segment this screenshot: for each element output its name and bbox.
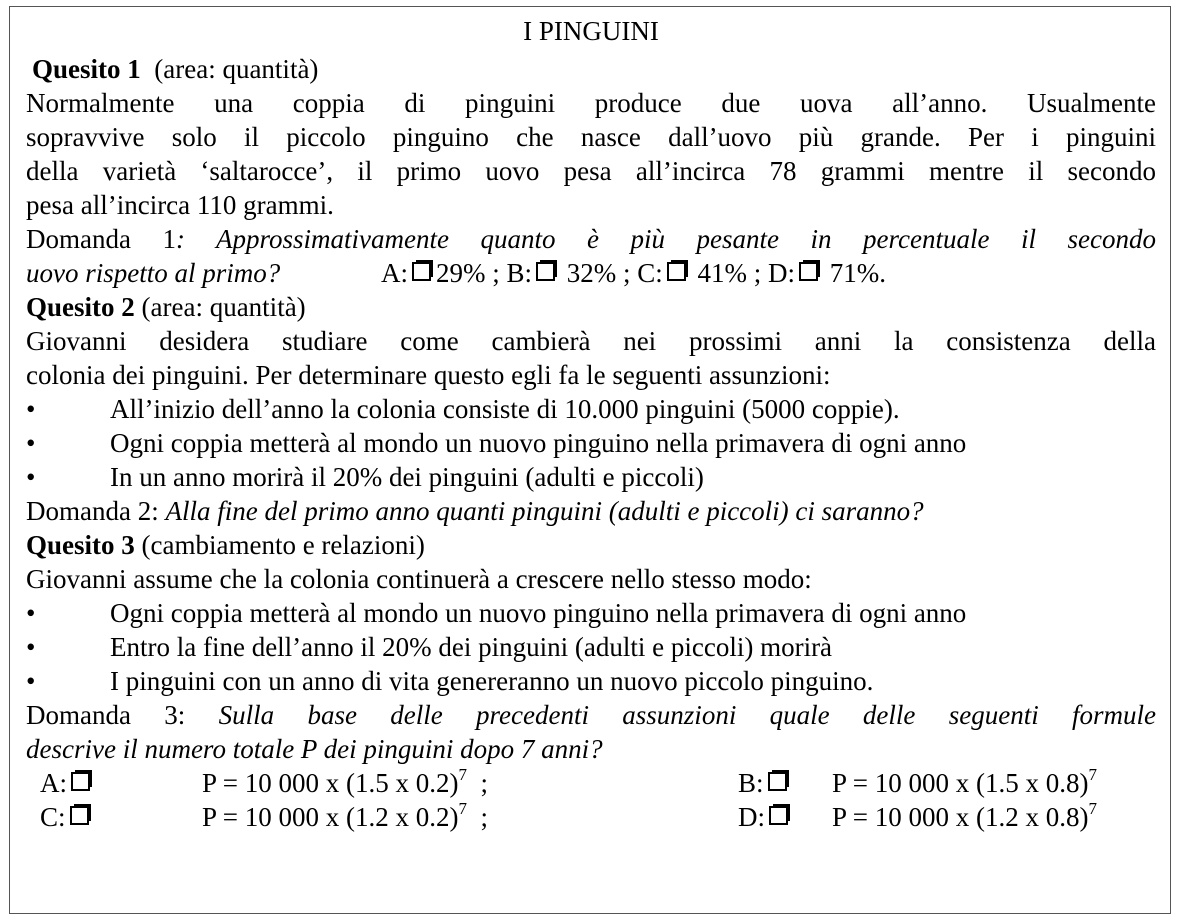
q1-domanda bbox=[26, 223, 1156, 255]
q3-option-c-label: C: bbox=[40, 802, 66, 832]
q3-domanda-text: Sulla base delle precedenti assunzioni quale delle seguenti formule bbox=[218, 700, 1156, 730]
q2-header bbox=[26, 291, 306, 323]
q1-heading: Quesito 1 bbox=[32, 54, 141, 84]
bullet-icon: • bbox=[26, 462, 36, 492]
q3-domanda-line-2 bbox=[26, 733, 603, 765]
q3-option-c bbox=[40, 801, 94, 833]
q3-domanda bbox=[26, 699, 1156, 731]
q1-option-d-value: 71%. bbox=[829, 258, 887, 288]
q3-bullet-3: I pinguini con un anno di vita genereranno un nuovo piccolo pinguino. bbox=[110, 666, 874, 696]
bullet-icon: • bbox=[26, 428, 36, 458]
q2-domanda bbox=[26, 495, 924, 527]
q2-text-line-1: Giovanni desidera studiare come cambierà nei prossimi anni la consistenza della bbox=[26, 326, 1156, 356]
q1-option-b-label: B: bbox=[506, 258, 533, 288]
formula-exponent: 7 bbox=[458, 765, 467, 784]
q3-area: (cambiamento e relazioni) bbox=[141, 530, 425, 560]
q3-option-c-formula bbox=[202, 801, 488, 833]
q3-option-d bbox=[738, 801, 793, 833]
q3-domanda-label: Domanda 3: bbox=[26, 700, 186, 730]
q1-option-a-checkbox[interactable] bbox=[412, 262, 431, 281]
bullet-icon: • bbox=[26, 632, 36, 662]
formula-text: P = 10 000 x (1.5 x 0.2) bbox=[202, 768, 459, 798]
q1-text-line-2: sopravvive solo il piccolo pinguino che nasce dall’uovo più grande. Per i pinguini bbox=[26, 122, 1156, 152]
q3-header bbox=[26, 529, 425, 561]
formula-separator: ; bbox=[480, 768, 488, 798]
q3-option-d-checkbox[interactable] bbox=[769, 806, 788, 825]
q1-option-d-checkbox[interactable] bbox=[799, 262, 818, 281]
q2-bullet-1: All’inizio dell’anno la colonia consiste di 10.000 pinguini (5000 coppie). bbox=[110, 394, 900, 424]
q3-option-b bbox=[738, 767, 792, 799]
q2-domanda-label: Domanda 2: bbox=[26, 496, 159, 526]
q2-text-line-2: colonia dei pinguini. Per determinare questo egli fa le seguenti assunzioni: bbox=[26, 360, 831, 390]
q2-domanda-text: Alla fine del primo anno quanti pinguini (adulti e piccoli) ci saranno? bbox=[165, 496, 924, 526]
q2-bullet-2: Ogni coppia metterà al mondo un nuovo pinguino nella primavera di ogni anno bbox=[110, 428, 967, 458]
q3-option-b-formula bbox=[832, 767, 1097, 799]
document-title: I PINGUINI bbox=[523, 16, 659, 46]
q1-header bbox=[32, 53, 318, 85]
q1-domanda-text-2: uovo rispetto al primo? bbox=[26, 258, 281, 288]
q3-option-b-checkbox[interactable] bbox=[768, 772, 787, 791]
q3-option-a-checkbox[interactable] bbox=[71, 772, 90, 791]
q2-heading: Quesito 2 bbox=[26, 292, 135, 322]
bullet-icon: • bbox=[26, 598, 36, 628]
q1-text-line-1: Normalmente una coppia di pinguini produce due uova all’anno. Usualmente bbox=[26, 88, 1156, 118]
q1-option-d-label: D: bbox=[768, 258, 796, 288]
q1-option-b-value: 32% ; bbox=[566, 258, 631, 288]
q1-domanda-label: Domanda 1 bbox=[26, 224, 176, 254]
q1-options bbox=[381, 257, 886, 289]
formula-text: P = 10 000 x (1.2 x 0.2) bbox=[202, 802, 459, 832]
q3-bullet-1: Ogni coppia metterà al mondo un nuovo pinguino nella primavera di ogni anno bbox=[110, 598, 967, 628]
formula-exponent: 7 bbox=[1088, 765, 1097, 784]
formula-text: P = 10 000 x (1.2 x 0.8) bbox=[832, 802, 1089, 832]
formula-exponent: 7 bbox=[458, 799, 467, 818]
bullet-icon: • bbox=[26, 394, 36, 424]
q1-domanda-text: : Approssimativamente quanto è più pesante in percentuale il secondo bbox=[176, 224, 1157, 254]
q1-option-c-checkbox[interactable] bbox=[667, 262, 686, 281]
q1-domanda-line-2 bbox=[26, 257, 280, 289]
q3-option-d-label: D: bbox=[738, 802, 765, 832]
q3-heading: Quesito 3 bbox=[26, 530, 135, 560]
formula-separator: ; bbox=[480, 802, 488, 832]
q1-area: (area: quantità) bbox=[154, 54, 319, 84]
q3-domanda-text-2: descrive il numero totale P dei pinguini dopo 7 anni? bbox=[26, 734, 603, 764]
q1-option-b-checkbox[interactable] bbox=[536, 262, 555, 281]
formula-exponent: 7 bbox=[1088, 799, 1097, 818]
q1-option-a-label: A: bbox=[381, 258, 408, 288]
q1-text-line-3: della varietà ‘saltarocce’, il primo uovo pesa all’incirca 78 grammi mentre il secondo bbox=[26, 156, 1156, 186]
q3-option-a-formula bbox=[202, 767, 488, 799]
q3-intro: Giovanni assume che la colonia continuerà a crescere nello stesso modo: bbox=[26, 564, 812, 594]
q3-bullet-2: Entro la fine dell’anno il 20% dei pinguini (adulti e piccoli) morirà bbox=[110, 632, 833, 662]
q2-bullet-3: In un anno morirà il 20% dei pinguini (adulti e piccoli) bbox=[110, 462, 704, 492]
q2-area: (area: quantità) bbox=[141, 292, 306, 322]
q3-option-c-checkbox[interactable] bbox=[70, 806, 89, 825]
q3-option-a bbox=[40, 767, 95, 799]
bullet-icon: • bbox=[26, 666, 36, 696]
q1-option-a-value: 29% ; bbox=[436, 258, 500, 288]
q3-option-b-label: B: bbox=[738, 768, 764, 798]
formula-text: P = 10 000 x (1.5 x 0.8) bbox=[832, 768, 1089, 798]
q1-text-line-4: pesa all’incirca 110 grammi. bbox=[26, 190, 334, 220]
q1-option-c-label: C: bbox=[637, 258, 663, 288]
document-frame bbox=[9, 6, 1171, 914]
q1-option-c-value: 41% ; bbox=[697, 258, 762, 288]
q3-option-a-label: A: bbox=[40, 768, 67, 798]
q3-option-d-formula bbox=[832, 801, 1097, 833]
